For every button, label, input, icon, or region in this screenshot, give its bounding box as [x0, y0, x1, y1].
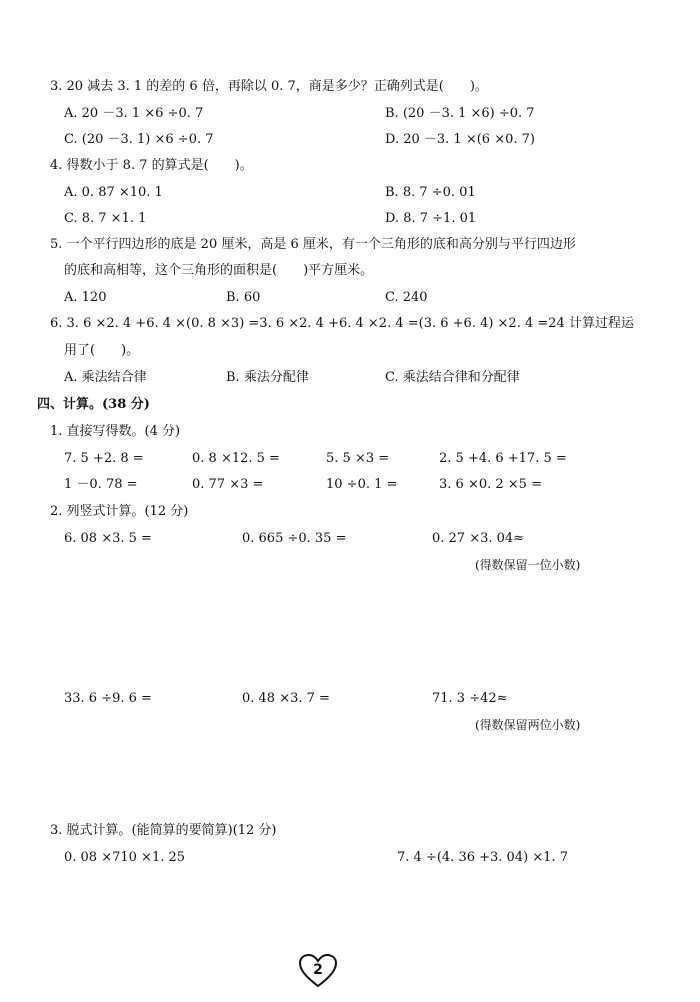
- vertical-calc-4: 33. 6 ÷9. 6 =: [64, 691, 152, 706]
- mental-calc-5: 1 －0. 78 =: [64, 477, 138, 492]
- step-calc-2: 7. 4 ÷(4. 36 +3. 04) ×1. 7: [397, 850, 568, 865]
- question-6-option-b: B. 乘法分配律: [226, 370, 309, 385]
- question-3-stem: 3. 20 减去 3. 1 的差的 6 倍，再除以 0. 7，商是多少？正确列式是( )。: [50, 79, 488, 94]
- mental-calc-8: 3. 6 ×0. 2 ×5 =: [439, 477, 542, 492]
- question-4-stem: 4. 得数小于 8. 7 的算式是( )。: [50, 158, 253, 173]
- rounding-note-1: (得数保留一位小数): [475, 558, 581, 572]
- section-4-title: 四、计算。(38 分): [37, 397, 150, 412]
- step-calc-1: 0. 08 ×710 ×1. 25: [64, 850, 186, 865]
- question-5-option-a: A. 120: [64, 290, 107, 305]
- question-3-option-a: A. 20 －3. 1 ×6 ÷0. 7: [64, 106, 204, 121]
- mental-calc-4: 2. 5 +4. 6 +17. 5 =: [439, 451, 567, 466]
- mental-calc-6: 0. 77 ×3 =: [192, 477, 264, 492]
- part-3-title: 3. 脱式计算。(能简算的要简算)(12 分): [50, 823, 277, 838]
- vertical-calc-3: 0. 27 ×3. 04≈: [432, 531, 525, 546]
- vertical-calc-5: 0. 48 ×3. 7 =: [242, 691, 330, 706]
- question-6-stem-line-1: 6. 3. 6 ×2. 4 +6. 4 ×(0. 8 ×3) =3. 6 ×2. 4 +6. 4 ×2. 4 =(3. 6 +6. 4) ×2. 4 =24 计算过程运: [50, 316, 634, 331]
- vertical-calc-2: 0. 665 ÷0. 35 =: [242, 531, 347, 546]
- question-4-option-b: B. 8. 7 ÷0. 01: [385, 185, 476, 200]
- question-5-option-b: B. 60: [226, 290, 261, 305]
- question-5-stem-line-2: 的底和高相等，这个三角形的面积是( )平方厘米。: [64, 263, 374, 278]
- part-2-title: 2. 列竖式计算。(12 分): [50, 504, 189, 519]
- question-6-option-c: C. 乘法结合律和分配律: [385, 370, 520, 385]
- question-3-option-c: C. (20 －3. 1) ×6 ÷0. 7: [64, 132, 214, 147]
- question-4-option-c: C. 8. 7 ×1. 1: [64, 211, 147, 226]
- mental-calc-1: 7. 5 +2. 8 =: [64, 451, 144, 466]
- vertical-calc-1: 6. 08 ×3. 5 =: [64, 531, 152, 546]
- rounding-note-2: (得数保留两位小数): [475, 718, 581, 732]
- page-number-badge: [298, 953, 338, 989]
- question-4-option-a: A. 0. 87 ×10. 1: [64, 185, 163, 200]
- question-5-option-c: C. 240: [385, 290, 428, 305]
- mental-calc-2: 0. 8 ×12. 5 =: [192, 451, 280, 466]
- vertical-calc-6: 71. 3 ÷42≈: [432, 691, 508, 706]
- question-5-stem-line-1: 5. 一个平行四边形的底是 20 厘米，高是 6 厘米，有一个三角形的底和高分别与平行四边形: [50, 237, 576, 252]
- question-4-option-d: D. 8. 7 ÷1. 01: [385, 211, 477, 226]
- part-1-title: 1. 直接写得数。(4 分): [50, 424, 181, 439]
- question-6-stem-line-2: 用了( )。: [64, 343, 140, 358]
- question-3-option-d: D. 20 －3. 1 ×(6 ×0. 7): [385, 132, 535, 147]
- page-number: 2: [313, 962, 323, 978]
- question-3-option-b: B. (20 －3. 1 ×6) ÷0. 7: [385, 106, 535, 121]
- mental-calc-7: 10 ÷0. 1 =: [326, 477, 398, 492]
- mental-calc-3: 5. 5 ×3 =: [326, 451, 390, 466]
- question-6-option-a: A. 乘法结合律: [64, 370, 147, 385]
